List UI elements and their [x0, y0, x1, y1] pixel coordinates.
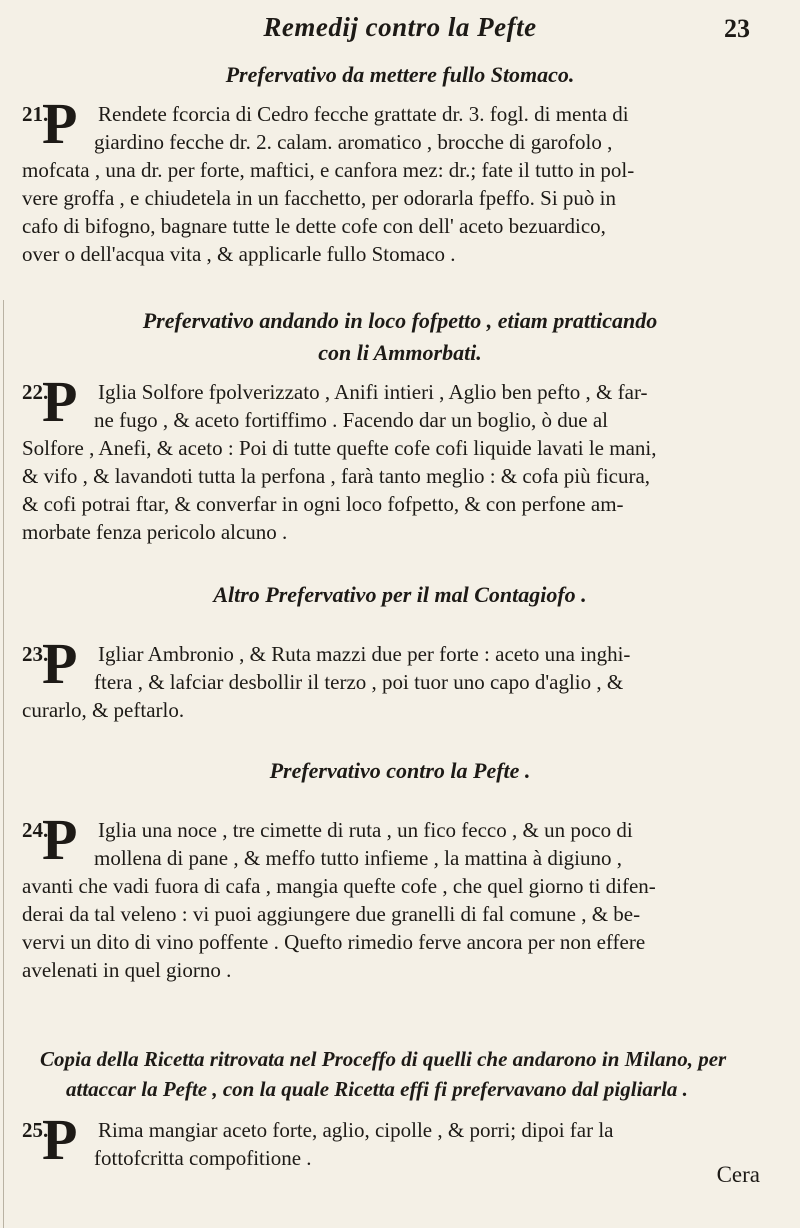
- text-line: avanti che vadi fuora di cafa , mangia quefte cofe , che quel giorno ti difen-: [22, 874, 656, 898]
- text-line: giardino fecche dr. 2. calam. aromatico , brocche di garofolo ,: [94, 130, 613, 154]
- section-heading-line2: attaccar la Pefte , con la quale Ricetta effi fi prefervavano dal pigliarla .: [66, 1077, 688, 1101]
- text-line: vervi un dito di vino poffente . Quefto rimedio ferve ancora per non effere: [22, 930, 646, 954]
- text-line: Rendete fcorcia di Cedro fecche grattate dr. 3. fogl. di menta di: [98, 102, 629, 126]
- recipe-paragraph: [22, 640, 770, 724]
- recipe-number: 24.: [22, 818, 49, 842]
- recipe-number: 23.: [22, 642, 49, 666]
- recipe-number: 22.: [22, 380, 49, 404]
- drop-initial: P: [42, 91, 78, 156]
- text-line: ftera , & lafciar desbollir il terzo , poi tuor uno capo d'aglio , &: [94, 670, 624, 694]
- text-line: Iglia una noce , tre cimette di ruta , un fico fecco , & un poco di: [98, 818, 633, 842]
- text-line: ne fugo , & aceto fortiffimo . Facendo dar un boglio, ò due al: [94, 408, 608, 432]
- text-line: & vifo , & lavandoti tutta la perfona , farà tanto meglio : & cofa più ficura,: [22, 464, 651, 488]
- drop-initial: P: [42, 807, 78, 872]
- text-line: Igliar Ambronio , & Ruta mazzi due per forte : aceto una inghi-: [98, 642, 631, 666]
- recipe-paragraph: [22, 816, 770, 984]
- recipe-paragraph: [22, 378, 770, 546]
- text-line: cafo di bifogno, bagnare tutte le dette cofe con dell' aceto bezuardico,: [22, 214, 606, 238]
- text-line: Rima mangiar aceto forte, aglio, cipolle , & porri; dipoi far la: [98, 1118, 614, 1142]
- section-heading: Altro Prefervativo per il mal Contagiofo .: [213, 582, 587, 607]
- text-line: morbate fenza pericolo alcuno .: [22, 520, 288, 544]
- text-line: mollena di pane , & meffo tutto infieme , la mattina à digiuno ,: [94, 846, 622, 870]
- text-line: curarlo, & peftarlo.: [22, 698, 185, 722]
- text-line: fottofcritta compofitione .: [94, 1146, 312, 1170]
- text-line: Solfore , Anefi, & aceto : Poi di tutte quefte cofe cofi liquide lavati le mani,: [22, 436, 657, 460]
- text-line: Iglia Solfore fpolverizzato , Anifi intieri , Aglio ben pefto , & far-: [98, 380, 648, 404]
- drop-initial: P: [42, 631, 78, 696]
- text-line: vere groffa , e chiudetela in un facchetto, per odorarla fpeffo. Si può in: [22, 186, 616, 210]
- text-line: mofcata , una dr. per forte, maftici, e canfora mez: dr.; fate il tutto in pol-: [22, 158, 635, 182]
- recipe-paragraph: [22, 1116, 770, 1172]
- running-header: [0, 10, 800, 46]
- recipe-paragraph: [22, 100, 770, 268]
- section-heading: Copia della Ricetta ritrovata nel Proceffo di quelli che andarono in Milano, per: [40, 1047, 727, 1071]
- recipe-number: 25.: [22, 1118, 49, 1142]
- section-heading: Prefervativo andando in loco fofpetto , etiam pratticando: [142, 308, 658, 333]
- section-heading: Prefervativo contro la Pefte .: [269, 758, 531, 783]
- text-line: avelenati in quel giorno .: [22, 958, 232, 982]
- section-heading: Prefervativo da mettere fullo Stomaco.: [225, 62, 575, 87]
- text-line: & cofi potrai ftar, & converfar in ogni loco fofpetto, & con perfone am-: [22, 492, 624, 516]
- page-number: 23: [724, 14, 750, 43]
- drop-initial: P: [42, 369, 78, 434]
- running-title: Remedij contro la Pefte: [263, 12, 537, 42]
- catchword: Cera: [716, 1162, 760, 1187]
- gutter-shadow: [3, 300, 4, 1228]
- recipe-number: 21.: [22, 102, 49, 126]
- text-line: over o dell'acqua vita , & applicarle fullo Stomaco .: [22, 242, 456, 266]
- drop-initial: P: [42, 1107, 78, 1172]
- text-line: derai da tal veleno : vi puoi aggiungere due granelli di fal comune , & be-: [22, 902, 641, 926]
- section-heading-line2: con li Ammorbati.: [318, 340, 482, 365]
